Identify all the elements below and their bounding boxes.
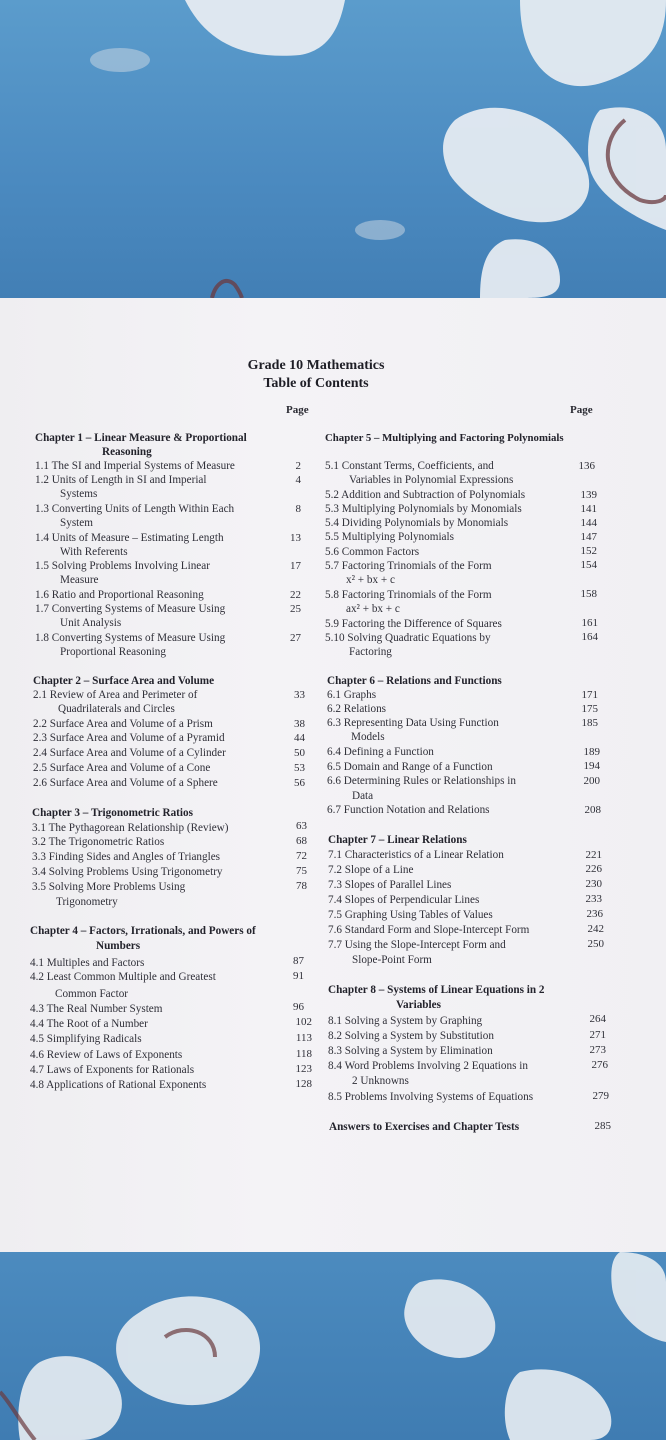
toc-entry-3-5-cont: Trigonometry — [56, 896, 118, 908]
page-number: 242 — [587, 923, 604, 935]
toc-entry-3-2: 3.2 The Trigonometric Ratios — [32, 836, 165, 848]
toc-entry-1-6: 1.6 Ratio and Proportional Reasoning — [35, 589, 204, 601]
page-number: 53 — [294, 762, 305, 774]
toc-entry-6-4: 6.4 Defining a Function — [327, 746, 434, 758]
page-number: 63 — [296, 820, 307, 832]
page-number: 250 — [587, 938, 604, 950]
toc-entry-5-8-cont: ax² + bx + c — [346, 603, 400, 615]
toc-entry-6-2: 6.2 Relations — [327, 703, 387, 715]
page-number: 96 — [293, 1001, 304, 1013]
chapter-4-title-cont: Numbers — [96, 940, 141, 952]
toc-entry-7-5: 7.5 Graphing Using Tables of Values — [328, 909, 493, 921]
toc-entry-5-1-cont: Variables in Polynomial Expressions — [349, 474, 514, 486]
page-column-header-right: Page — [570, 404, 593, 416]
fabric-background-bottom — [0, 1252, 666, 1440]
page-number: 128 — [295, 1078, 312, 1090]
toc-entry-5-8: 5.8 Factoring Trinomials of the Form — [325, 589, 492, 601]
page-number: 113 — [295, 1032, 312, 1044]
toc-entry-1-7: 1.7 Converting Systems of Measure Using — [35, 603, 226, 615]
chapter-7-title: Chapter 7 – Linear Relations — [328, 834, 467, 846]
toc-entry-3-1: 3.1 The Pythagorean Relationship (Review) — [32, 822, 229, 834]
fabric-background-top — [0, 0, 666, 298]
page-column-header-left: Page — [286, 404, 309, 416]
toc-entry-4-2-cont: Common Factor — [55, 988, 129, 1000]
page-number: 226 — [585, 863, 602, 875]
page-number: 17 — [290, 560, 301, 572]
toc-entry-5-2: 5.2 Addition and Subtraction of Polynomials — [325, 489, 526, 501]
page-number: 87 — [293, 955, 304, 967]
page-number: 279 — [592, 1090, 609, 1102]
toc-entry-5-7: 5.7 Factoring Trinomials of the Form — [325, 560, 492, 572]
page-number: 50 — [294, 747, 305, 759]
toc-entry-1-1: 1.1 The SI and Imperial Systems of Measure — [35, 460, 235, 472]
page-number: 139 — [580, 489, 597, 501]
page-number: 230 — [585, 878, 602, 890]
toc-entry-7-4: 7.4 Slopes of Perpendicular Lines — [328, 894, 480, 906]
page-number: 164 — [581, 631, 598, 643]
toc-entry-7-2: 7.2 Slope of a Line — [328, 864, 414, 876]
toc-entry-8-2: 8.2 Solving a System by Substitution — [328, 1030, 494, 1042]
toc-entry-6-1: 6.1 Graphs — [327, 689, 377, 701]
answers-entry: Answers to Exercises and Chapter Tests — [329, 1121, 520, 1133]
toc-entry-7-1: 7.1 Characteristics of a Linear Relation — [328, 849, 504, 861]
page-number: 200 — [583, 775, 600, 787]
toc-entry-1-8: 1.8 Converting Systems of Measure Using — [35, 632, 226, 644]
toc-entry-8-1: 8.1 Solving a System by Graphing — [328, 1015, 483, 1027]
toc-entry-6-3-cont: Models — [351, 731, 385, 743]
toc-entry-6-7: 6.7 Function Notation and Relations — [327, 804, 490, 816]
page-number: 171 — [581, 689, 598, 701]
toc-entry-4-4: 4.4 The Root of a Number — [30, 1018, 148, 1030]
toc-entry-3-3: 3.3 Finding Sides and Angles of Triangles — [32, 851, 221, 863]
page-number: 144 — [580, 517, 597, 529]
toc-entry-1-5: 1.5 Solving Problems Involving Linear — [35, 560, 210, 572]
toc-entry-1-4: 1.4 Units of Measure – Estimating Length — [35, 532, 224, 544]
toc-entry-7-3: 7.3 Slopes of Parallel Lines — [328, 879, 452, 891]
toc-entry-1-7-cont: Unit Analysis — [60, 617, 122, 629]
chapter-6-title: Chapter 6 – Relations and Functions — [327, 675, 502, 687]
page-number: 147 — [580, 531, 597, 543]
page-number: 78 — [296, 880, 307, 892]
page-number: 8 — [295, 503, 301, 515]
page-number: 22 — [290, 589, 301, 601]
toc-entry-4-2: 4.2 Least Common Multiple and Greatest — [30, 971, 216, 983]
page-number: 118 — [295, 1048, 312, 1060]
page-number: 264 — [589, 1013, 606, 1025]
page-number: 221 — [585, 849, 602, 861]
page-number: 233 — [585, 893, 602, 905]
page-number: 154 — [580, 559, 597, 571]
chapter-8-title: Chapter 8 – Systems of Linear Equations in 2 — [328, 984, 545, 996]
page-number: 72 — [296, 850, 307, 862]
toc-page — [0, 298, 666, 1254]
toc-entry-1-2: 1.2 Units of Length in SI and Imperial — [35, 474, 207, 486]
page-number: 75 — [296, 865, 307, 877]
toc-entry-7-7: 7.7 Using the Slope-Intercept Form and — [328, 939, 506, 951]
toc-entry-5-10: 5.10 Solving Quadratic Equations by — [325, 632, 491, 644]
page-number: 27 — [290, 632, 301, 644]
toc-entry-5-10-cont: Factoring — [349, 646, 392, 658]
chapter-5-title: Chapter 5 – Multiplying and Factoring Polynomials — [325, 432, 564, 444]
toc-entry-4-7: 4.7 Laws of Exponents for Rationals — [30, 1064, 195, 1076]
toc-entry-6-6-cont: Data — [352, 790, 374, 802]
toc-entry-4-6: 4.6 Review of Laws of Exponents — [30, 1049, 183, 1061]
toc-entry-5-3: 5.3 Multiplying Polynomials by Monomials — [325, 503, 522, 515]
toc-entry-8-4-cont: 2 Unknowns — [352, 1075, 409, 1087]
toc-entry-3-4: 3.4 Solving Problems Using Trigonometry — [32, 866, 223, 878]
toc-entry-1-3: 1.3 Converting Units of Length Within Each — [35, 503, 235, 515]
page-number: 185 — [581, 717, 598, 729]
toc-entry-1-3-cont: System — [60, 517, 93, 529]
toc-entry-2-3: 2.3 Surface Area and Volume of a Pyramid — [33, 732, 225, 744]
page-number: 136 — [578, 460, 595, 472]
toc-entry-3-5: 3.5 Solving More Problems Using — [32, 881, 186, 893]
toc-entry-5-4: 5.4 Dividing Polynomials by Monomials — [325, 517, 509, 529]
toc-entry-5-1: 5.1 Constant Terms, Coefficients, and — [325, 460, 494, 472]
toc-entry-6-3: 6.3 Representing Data Using Function — [327, 717, 499, 729]
chapter-2-title: Chapter 2 – Surface Area and Volume — [33, 675, 215, 687]
toc-entry-1-5-cont: Measure — [60, 574, 99, 586]
toc-entry-7-7-cont: Slope-Point Form — [352, 954, 432, 966]
toc-entry-5-6: 5.6 Common Factors — [325, 546, 420, 558]
toc-entry-4-5: 4.5 Simplifying Radicals — [30, 1033, 142, 1045]
page-number: 236 — [586, 908, 603, 920]
page-number: 273 — [589, 1044, 606, 1056]
toc-entry-1-8-cont: Proportional Reasoning — [60, 646, 166, 658]
page-number: 208 — [584, 804, 601, 816]
toc-entry-6-6: 6.6 Determining Rules or Relationships in — [327, 775, 516, 787]
chapter-4-title: Chapter 4 – Factors, Irrationals, and Powers of — [30, 925, 256, 937]
toc-entry-4-3: 4.3 The Real Number System — [30, 1003, 163, 1015]
chapter-1-title: Chapter 1 – Linear Measure & Proportional — [35, 432, 247, 444]
page-number: 38 — [294, 718, 305, 730]
page-number: 2 — [295, 460, 301, 472]
toc-entry-2-1: 2.1 Review of Area and Perimeter of — [33, 689, 198, 701]
toc-entry-1-2-cont: Systems — [60, 488, 98, 500]
page-number: 123 — [295, 1063, 312, 1075]
chapter-3-title: Chapter 3 – Trigonometric Ratios — [32, 807, 193, 819]
page-number: 141 — [580, 503, 597, 515]
page-number: 44 — [294, 732, 305, 744]
page-number: 4 — [295, 474, 301, 486]
toc-entry-4-8: 4.8 Applications of Rational Exponents — [30, 1079, 207, 1091]
page-number: 68 — [296, 835, 307, 847]
page-number: 102 — [295, 1016, 312, 1028]
page-number: 175 — [581, 703, 598, 715]
page-number: 25 — [290, 603, 301, 615]
toc-entry-5-9: 5.9 Factoring the Difference of Squares — [325, 618, 502, 630]
page-number: 33 — [294, 689, 305, 701]
document-subtitle: Table of Contents — [263, 376, 369, 391]
toc-entry-2-1-cont: Quadrilaterals and Circles — [58, 703, 175, 715]
toc-entry-2-2: 2.2 Surface Area and Volume of a Prism — [33, 718, 213, 730]
page-number: 194 — [583, 760, 600, 772]
page-number: 161 — [581, 617, 598, 629]
toc-entry-4-1: 4.1 Multiples and Factors — [30, 957, 145, 969]
toc-entry-2-4: 2.4 Surface Area and Volume of a Cylinder — [33, 747, 226, 759]
toc-entry-5-7-cont: x² + bx + c — [346, 574, 395, 586]
toc-entry-1-4-cont: With Referents — [60, 546, 128, 558]
page-number: 91 — [293, 970, 304, 982]
toc-entry-8-5: 8.5 Problems Involving Systems of Equations — [328, 1091, 534, 1103]
toc-entry-8-4: 8.4 Word Problems Involving 2 Equations in — [328, 1060, 528, 1072]
chapter-1-title-cont: Reasoning — [102, 446, 152, 458]
toc-entry-2-5: 2.5 Surface Area and Volume of a Cone — [33, 762, 211, 774]
page-number: 276 — [591, 1059, 608, 1071]
document-title: Grade 10 Mathematics — [247, 358, 385, 373]
toc-entry-7-6: 7.6 Standard Form and Slope-Intercept Form — [328, 924, 530, 936]
page-number: 152 — [580, 545, 597, 557]
toc-entry-6-5: 6.5 Domain and Range of a Function — [327, 761, 493, 773]
toc-entry-2-6: 2.6 Surface Area and Volume of a Sphere — [33, 777, 218, 789]
page-number: 56 — [294, 777, 305, 789]
toc-entry-5-5: 5.5 Multiplying Polynomials — [325, 531, 454, 543]
page-number: 271 — [589, 1029, 606, 1041]
chapter-8-title-cont: Variables — [396, 999, 441, 1011]
page-number: 189 — [583, 746, 600, 758]
toc-entry-8-3: 8.3 Solving a System by Elimination — [328, 1045, 493, 1057]
page-number: 13 — [290, 532, 301, 544]
page-number: 158 — [580, 588, 597, 600]
page-number: 285 — [594, 1120, 611, 1132]
